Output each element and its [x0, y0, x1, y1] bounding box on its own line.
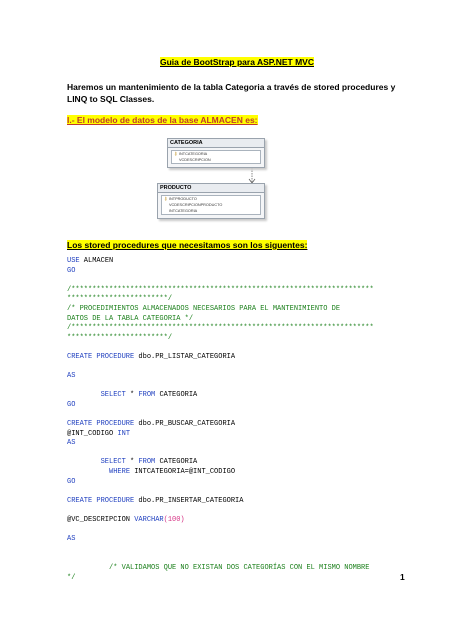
field-name: VCDESCRIPCION	[179, 158, 211, 162]
sql-keyword: FROM	[138, 391, 156, 400]
sql-keyword: AS	[67, 535, 76, 544]
field-name: INTCATEGORIA	[169, 209, 198, 213]
sql-keyword: WHERE	[109, 468, 131, 477]
sql-text: CATEGORIA	[155, 391, 198, 400]
sql-keyword: GO	[67, 266, 76, 275]
field-name: VCDESCRIPCIONPRODUCTO	[169, 203, 223, 207]
sql-keyword: SELECT	[100, 458, 126, 467]
section-heading-data-model	[67, 115, 258, 125]
sql-keyword: AS	[67, 439, 76, 448]
sql-keyword: GO	[67, 477, 76, 486]
sql-text: CATEGORIA	[155, 458, 198, 467]
sql-text: dbo.	[134, 420, 156, 429]
key-icon: ⚷	[174, 151, 178, 156]
sql-keyword: USE	[67, 257, 80, 265]
sql-keyword: INT	[117, 429, 131, 438]
sql-text: dbo.	[134, 352, 156, 361]
sql-text: ALMACEN	[79, 257, 114, 265]
sql-identifier: PR_INSERTAR_CATEGORIA	[155, 496, 244, 505]
sql-comment: /* PROCEDIMIENTOS ALMACENADOS NECESARIOS PARA EL MANTENIMIENTO DE DATOS DE LA TABLA CATEGORIA */	[67, 304, 341, 323]
section-heading-stored-procedures	[67, 240, 307, 250]
sql-text: *	[125, 391, 139, 400]
sql-text: INTCATEGORIA=@INT_CODIGO	[130, 468, 236, 477]
sql-keyword: VARCHAR	[134, 516, 164, 525]
field-row	[162, 208, 260, 214]
sql-comment: /************************************************************************ ************************/	[67, 324, 374, 342]
table-categoria-fields	[171, 150, 261, 164]
sql-identifier: PR_LISTAR_CATEGORIA	[155, 352, 236, 361]
intro-paragraph: Haremos un mantenimiento de la tabla Categoria a través de stored procedures y LINQ to SQL Classes.	[67, 82, 396, 104]
sql-keyword: CREATE PROCEDURE	[67, 420, 135, 429]
field-row	[172, 157, 260, 163]
table-producto-fields	[161, 195, 261, 215]
field-name: INTPRODUCTO	[169, 197, 197, 201]
sql-keyword: FROM	[138, 458, 156, 467]
er-diagram	[150, 135, 300, 230]
table-categoria-name: CATEGORIA	[168, 139, 264, 148]
sql-identifier: PR_BUSCAR_CATEGORIA	[155, 420, 236, 429]
sql-comment: /************************************************************************ ************************/	[67, 285, 374, 304]
table-categoria	[167, 138, 265, 168]
sql-keyword: CREATE PROCEDURE	[67, 496, 135, 505]
sql-keyword: CREATE PROCEDURE	[67, 352, 135, 361]
document-title-text: Guia de BootStrap para ASP.NET MVC	[160, 57, 314, 67]
field-name: INTCATEGORIA	[179, 152, 208, 156]
sql-keyword: AS	[67, 372, 76, 381]
section-heading-stored-procedures-text: Los stored procedures que necesitamos son los siguentes:	[67, 240, 308, 250]
document-title	[0, 57, 474, 67]
sql-keyword: SELECT	[100, 391, 126, 400]
sql-code-block	[67, 257, 407, 583]
sql-text: *	[125, 458, 139, 467]
table-producto-name: PRODUCTO	[158, 184, 264, 193]
key-icon: ⚷	[164, 196, 168, 201]
sql-comment: /* VALIDAMOS QUE NO EXISTAN DOS CATEGORÍAS CON EL MISMO NOMBRE */	[67, 564, 370, 582]
sql-parameter: @INT_CODIGO	[67, 429, 114, 438]
sql-text: (100)	[163, 516, 185, 525]
sql-parameter: @VC_DESCRIPCION	[67, 516, 131, 525]
sql-text: dbo.	[134, 496, 156, 505]
page-number: 1	[400, 572, 405, 582]
table-producto	[157, 183, 265, 219]
section-heading-data-model-text: I.- El modelo de datos de la base ALMACEN es:	[67, 115, 258, 125]
sql-keyword: GO	[67, 400, 76, 409]
